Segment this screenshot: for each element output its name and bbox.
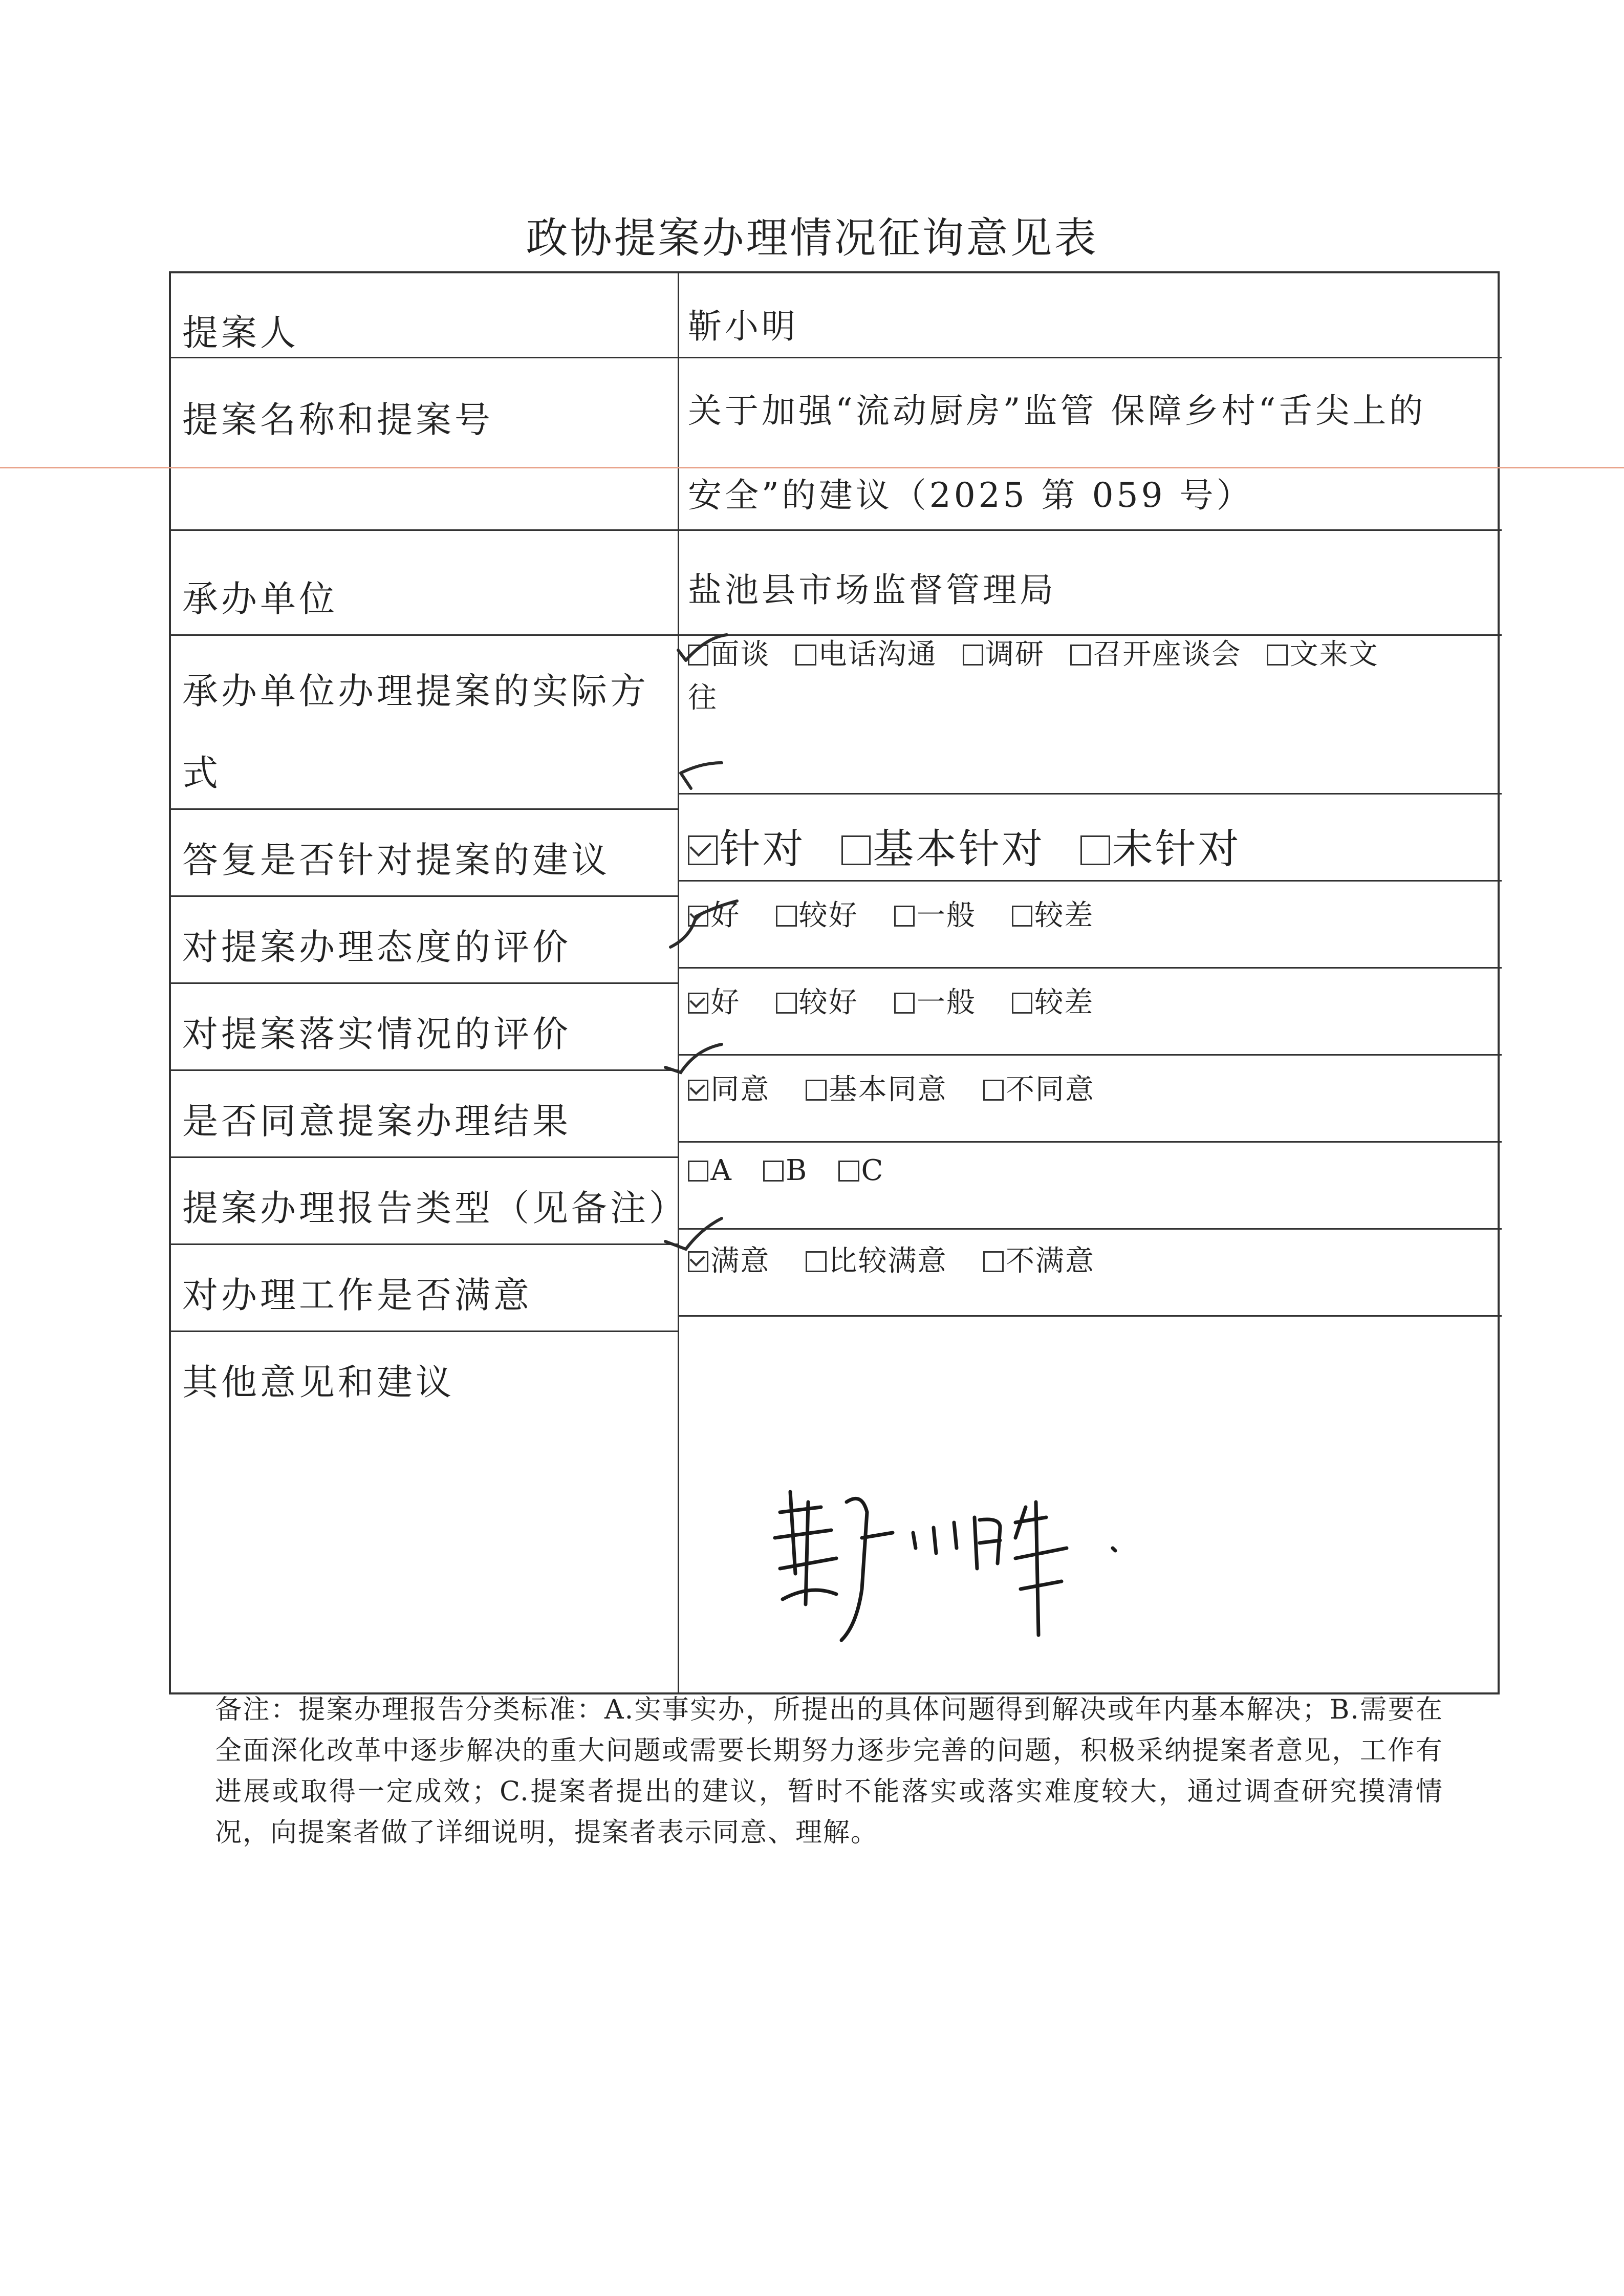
checkbox[interactable] bbox=[841, 835, 871, 865]
proposal-name-label: 提案名称和提案号 bbox=[182, 399, 493, 441]
checkbox[interactable] bbox=[1012, 906, 1032, 926]
method-option-wrap: 往 bbox=[688, 681, 718, 715]
checkbox[interactable] bbox=[688, 1161, 708, 1181]
option-fairly-good[interactable]: 较好 bbox=[776, 980, 858, 1021]
checkbox[interactable] bbox=[963, 645, 983, 665]
option-c[interactable]: C bbox=[838, 1154, 884, 1187]
checkbox[interactable] bbox=[776, 993, 796, 1013]
report-type-label: 提案办理报告类型（见备注） bbox=[182, 1187, 688, 1229]
method-options bbox=[688, 632, 1379, 673]
option-basically-targeted[interactable]: 基本针对 bbox=[841, 816, 1045, 875]
checkbox-checked[interactable] bbox=[688, 1251, 708, 1272]
attitude-options bbox=[688, 893, 1130, 934]
option-not-targeted[interactable]: 未针对 bbox=[1080, 816, 1241, 875]
checkbox[interactable] bbox=[1080, 835, 1110, 865]
handwritten-signature bbox=[760, 1471, 1323, 1656]
row-divider bbox=[171, 1243, 678, 1245]
option-fairly-satisfied[interactable]: 比较满意 bbox=[806, 1238, 947, 1279]
checkbox[interactable] bbox=[806, 1251, 826, 1272]
agree-options bbox=[688, 1067, 1131, 1108]
option-b[interactable]: B bbox=[763, 1154, 808, 1187]
attitude-label: 对提案办理态度的评价 bbox=[182, 926, 571, 968]
row-divider bbox=[678, 1054, 1502, 1056]
remarks-note: 备注：提案办理报告分类标准：A.实事实办，所提出的具体问题得到解决或年内基本解决；B.需要在全面深化改革中逐步解决的重大问题或需要长期努力逐步完善的问题，积极采纳提案者意见，工作有进展或取得一定成效；C.提案者提出的建议，暂时不能落实或落实难度较大，通过调查研究摸清情况，向提案者做了详细说明，提案者表示同意、理解。 bbox=[215, 1694, 1443, 1848]
satisfaction-label: 对办理工作是否满意 bbox=[182, 1274, 532, 1316]
checkbox[interactable] bbox=[894, 906, 915, 926]
option-a[interactable]: A bbox=[688, 1154, 732, 1187]
row-divider bbox=[678, 793, 1502, 795]
scan-artifact-line bbox=[0, 467, 1624, 468]
option-survey[interactable]: 调研 bbox=[963, 632, 1045, 673]
option-poor[interactable]: 较差 bbox=[1012, 980, 1094, 1021]
checkbox[interactable] bbox=[1012, 993, 1032, 1013]
proposal-name-line1: 关于加强“流动厨房”监管 保障乡村“舌尖上的 bbox=[688, 391, 1426, 431]
page-title: 政协提案办理情况征询意见表 bbox=[526, 214, 1098, 263]
checkbox[interactable] bbox=[983, 1251, 1004, 1272]
checkbox[interactable] bbox=[894, 993, 915, 1013]
option-agree[interactable]: 同意 bbox=[688, 1067, 770, 1108]
report-type-options bbox=[688, 1154, 920, 1187]
implementation-options bbox=[688, 980, 1130, 1021]
row-divider bbox=[171, 634, 678, 636]
option-fairly-good[interactable]: 较好 bbox=[776, 893, 858, 934]
implementation-label: 对提案落实情况的评价 bbox=[182, 1013, 571, 1055]
row-divider bbox=[678, 1228, 1502, 1230]
other-label: 其他意见和建议 bbox=[182, 1361, 454, 1403]
option-not-satisfied[interactable]: 不满意 bbox=[983, 1238, 1095, 1279]
checkbox[interactable] bbox=[1267, 645, 1287, 665]
checkbox[interactable] bbox=[763, 1161, 784, 1181]
option-forum[interactable]: 召开座谈会 bbox=[1070, 632, 1241, 673]
option-poor[interactable]: 较差 bbox=[1012, 893, 1094, 934]
method-label-line1: 承办单位办理提案的实际方 bbox=[182, 670, 649, 712]
handling-unit-value: 盐池县市场监督管理局 bbox=[688, 570, 1056, 610]
method-label-line2: 式 bbox=[182, 752, 221, 794]
row-divider bbox=[678, 1141, 1502, 1143]
option-targeted[interactable]: 针对 bbox=[688, 816, 806, 875]
checkbox[interactable] bbox=[838, 1161, 859, 1181]
checkbox[interactable] bbox=[1070, 645, 1091, 665]
checkbox-checked[interactable] bbox=[688, 906, 708, 926]
row-divider bbox=[171, 895, 678, 897]
checkbox[interactable] bbox=[688, 645, 708, 665]
checkbox[interactable] bbox=[806, 1080, 826, 1100]
proposal-name-line2: 安全”的建议（2025 第 059 号） bbox=[688, 476, 1253, 515]
agree-label: 是否同意提案办理结果 bbox=[182, 1100, 571, 1142]
option-disagree[interactable]: 不同意 bbox=[983, 1067, 1095, 1108]
row-divider bbox=[678, 1315, 1502, 1317]
targeted-options bbox=[688, 816, 1277, 875]
checkbox-checked[interactable] bbox=[688, 993, 708, 1013]
row-divider bbox=[678, 357, 1502, 358]
proposer-label: 提案人 bbox=[182, 312, 299, 354]
option-average[interactable]: 一般 bbox=[894, 980, 976, 1021]
option-average[interactable]: 一般 bbox=[894, 893, 976, 934]
option-phone[interactable]: 电话沟通 bbox=[795, 632, 937, 673]
checkbox-checked[interactable] bbox=[688, 835, 718, 865]
row-divider bbox=[171, 357, 678, 358]
option-face-to-face[interactable]: 面谈 bbox=[688, 632, 770, 673]
option-basically-agree[interactable]: 基本同意 bbox=[806, 1067, 947, 1108]
row-divider bbox=[171, 1331, 678, 1332]
option-good[interactable]: 好 bbox=[688, 980, 740, 1021]
row-divider bbox=[171, 1156, 678, 1158]
option-document[interactable]: 文来文 bbox=[1267, 632, 1378, 673]
checkbox[interactable] bbox=[983, 1080, 1004, 1100]
option-good[interactable]: 好 bbox=[688, 893, 740, 934]
opinion-form-table bbox=[169, 271, 1500, 1694]
satisfaction-options bbox=[688, 1238, 1131, 1279]
row-divider bbox=[678, 880, 1502, 882]
option-satisfied[interactable]: 满意 bbox=[688, 1238, 770, 1279]
row-divider bbox=[678, 967, 1502, 969]
proposer-value: 靳小明 bbox=[688, 307, 798, 346]
checkbox[interactable] bbox=[776, 906, 796, 926]
handling-unit-label: 承办单位 bbox=[182, 578, 338, 620]
row-divider bbox=[171, 1069, 678, 1071]
row-divider bbox=[171, 982, 678, 984]
column-divider bbox=[678, 273, 679, 1692]
row-divider bbox=[171, 808, 678, 810]
checkbox-checked[interactable] bbox=[688, 1080, 708, 1100]
checkbox[interactable] bbox=[795, 645, 816, 665]
row-divider bbox=[171, 529, 678, 531]
row-divider bbox=[678, 529, 1502, 531]
targeted-label: 答复是否针对提案的建议 bbox=[182, 839, 610, 881]
